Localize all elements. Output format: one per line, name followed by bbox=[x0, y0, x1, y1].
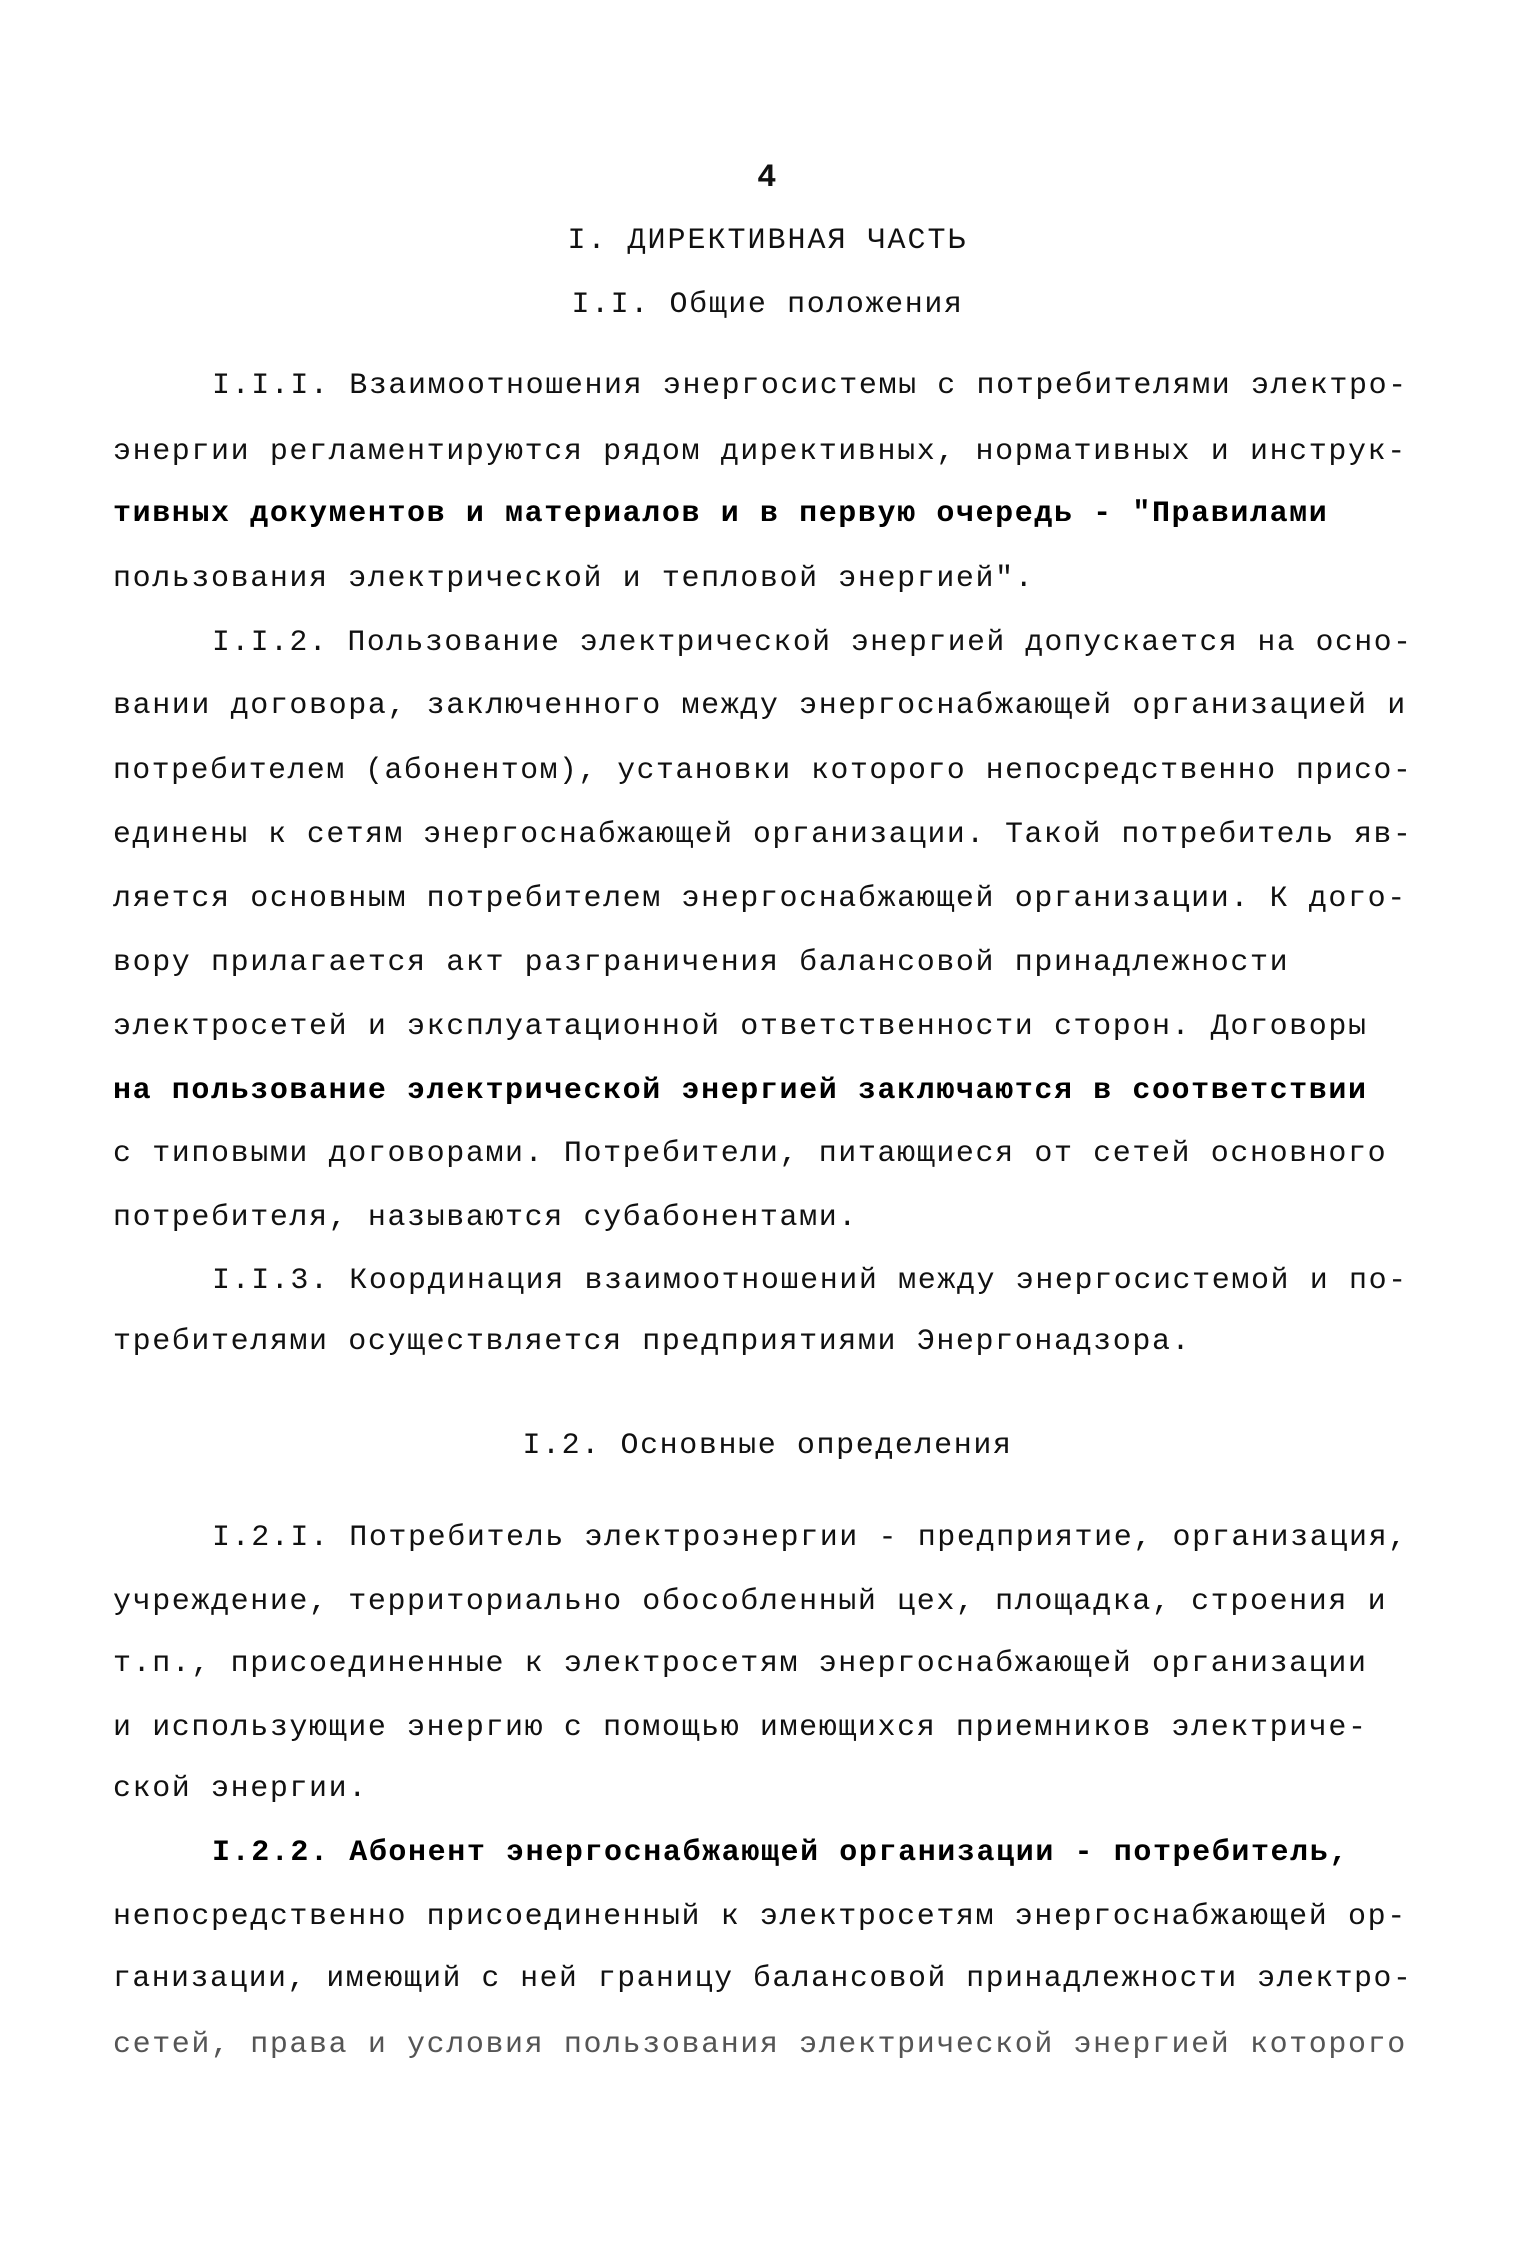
paragraph-1-1-2-line: электросетей и эксплуатационной ответственности сторон. Договоры bbox=[113, 1010, 1368, 1044]
paragraph-1-1-2-line: I.I.2. Пользование электрической энергией допускается на осно- bbox=[212, 626, 1413, 660]
paragraph-1-2-2-line: сетей, права и условия пользования электрической энергией которого bbox=[113, 2028, 1407, 2062]
paragraph-1-1-3-line: I.I.3. Координация взаимоотношений между энергосистемой и по- bbox=[212, 1264, 1408, 1298]
paragraph-1-1-2-line: потребителем (абонентом), установки которого непосредственно присо- bbox=[113, 754, 1413, 788]
paragraph-1-1-1-line: энергии регламентируются рядом директивных, нормативных и инструк- bbox=[113, 435, 1407, 469]
section-title: I. ДИРЕКТИВНАЯ ЧАСТЬ bbox=[567, 224, 968, 258]
subsection-title-general-provisions: I.I. Общие положения bbox=[571, 288, 964, 322]
paragraph-1-1-3-line: требителями осуществляется предприятиями Энергонадзора. bbox=[113, 1325, 1192, 1359]
paragraph-1-2-1-line: т.п., присоединенные к электросетям энергоснабжающей организации bbox=[113, 1647, 1368, 1681]
subsection-title-basic-definitions: I.2. Основные определения bbox=[522, 1429, 1013, 1463]
paragraph-1-2-1-line: учреждение, территориально обособленный цех, площадка, строения и bbox=[113, 1585, 1388, 1619]
paragraph-1-2-1-line: и использующие энергию с помощью имеющихся приемников электриче- bbox=[113, 1711, 1368, 1745]
paragraph-1-1-2-line: вору прилагается акт разграничения балансовой принадлежности bbox=[113, 946, 1290, 980]
paragraph-1-1-2-line: с типовыми договорами. Потребители, питающиеся от сетей основного bbox=[113, 1137, 1388, 1171]
paragraph-1-2-2-line: ганизации, имеющий с ней границу балансовой принадлежности электро- bbox=[113, 1962, 1413, 1996]
paragraph-1-1-1-line: I.I.I. Взаимоотношения энергосистемы с потребителями электро- bbox=[212, 369, 1408, 403]
paragraph-1-1-2-line: единены к сетям энергоснабжающей организации. Такой потребитель яв- bbox=[113, 818, 1413, 852]
paragraph-1-1-2-line: на пользование электрической энергией заключаются в соответствии bbox=[113, 1074, 1368, 1108]
page-number: 4 bbox=[757, 159, 778, 196]
paragraph-1-1-2-line: вании договора, заключенного между энергоснабжающей организацией и bbox=[113, 689, 1407, 723]
paragraph-1-1-1-line: пользования электрической и тепловой энергией". bbox=[113, 562, 1035, 596]
paragraph-1-2-2-line: непосредственно присоединенный к электросетям энергоснабжающей ор- bbox=[113, 1900, 1407, 1934]
paragraph-1-1-1-line: тивных документов и материалов и в первую очередь - "Правилами bbox=[113, 497, 1329, 531]
paragraph-1-2-1-line: ской энергии. bbox=[113, 1772, 368, 1806]
paragraph-1-2-1-line: I.2.I. Потребитель электроэнергии - предприятие, организация, bbox=[212, 1521, 1408, 1555]
paragraph-1-1-2-line: ляется основным потребителем энергоснабжающей организации. К дого- bbox=[113, 882, 1407, 916]
paragraph-1-1-2-line: потребителя, называются субабонентами. bbox=[113, 1201, 858, 1235]
paragraph-1-2-2-line: I.2.2. Абонент энергоснабжающей организации - потребитель, bbox=[212, 1836, 1349, 1870]
